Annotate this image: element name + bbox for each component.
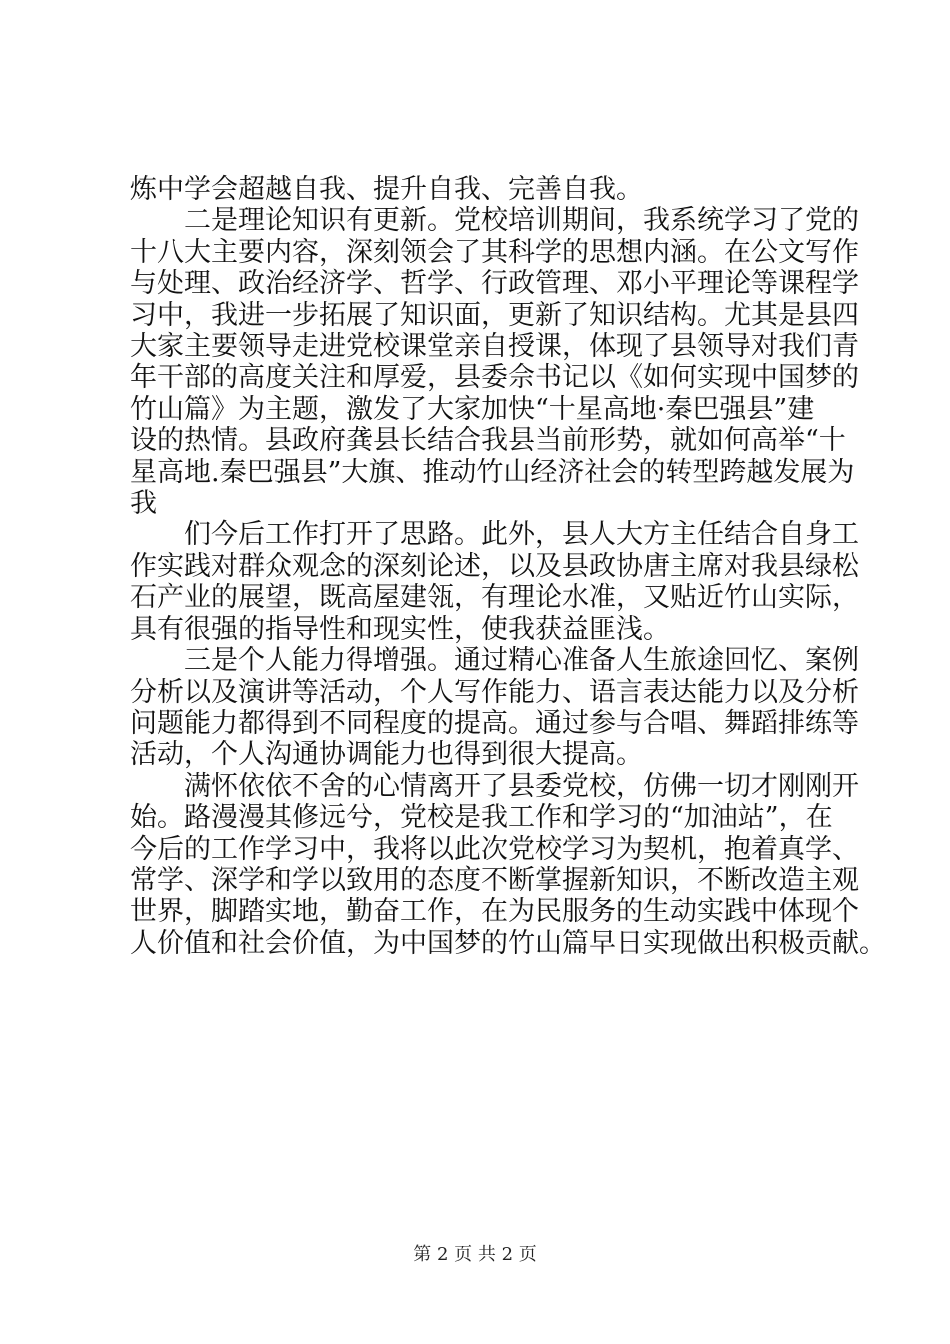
body-text: [130, 174, 886, 959]
text-line: 世界，脚踏实地，勤奋工作，在为民服务的生动实践中体现个: [130, 896, 859, 928]
text-line: 年干部的高度关注和厚爱，县委佘书记以《如何实现中国梦的: [130, 362, 859, 394]
text-line: 问题能力都得到不同程度的提高。通过参与合唱、舞蹈排练等: [130, 707, 859, 739]
text-line: 常学、深学和学以致用的态度不断掌握新知识，不断改造主观: [130, 864, 859, 896]
text-line: 石产业的展望，既高屋建瓴，有理论水准，又贴近竹山实际，: [130, 582, 859, 614]
text-line: 们今后工作打开了思路。此外，县人大方主任结合自身工: [130, 519, 859, 551]
text-line: 二是理论知识有更新。党校培训期间，我系统学习了党的: [130, 205, 859, 237]
text-line: 习中，我进一步拓展了知识面，更新了知识结构。尤其是县四: [130, 299, 859, 331]
text-line: 我: [130, 488, 157, 520]
text-line: 星高地.秦巴强县”大旗、推动竹山经济社会的转型跨越发展为: [130, 456, 855, 488]
text-line: 炼中学会超越自我、提升自我、完善自我。: [130, 174, 643, 205]
text-line: 人价值和社会价值，为中国梦的竹山篇早日实现做出积极贡献。: [130, 927, 886, 959]
text-line: 设的热情。县政府龚县长结合我县当前形势，就如何高举“十: [130, 425, 846, 457]
page-number-footer: 第 2 页 共 2 页: [413, 1244, 537, 1265]
text-line: 满怀依依不舍的心情离开了县委党校，仿佛一切才刚刚开: [130, 770, 859, 802]
text-line: 活动，个人沟通协调能力也得到很大提高。: [130, 739, 643, 771]
text-line: 十八大主要内容，深刻领会了其科学的思想内涵。在公文写作: [130, 236, 859, 268]
text-line: 作实践对群众观念的深刻论述，以及县政协唐主席对我县绿松: [130, 550, 859, 582]
text-line: 今后的工作学习中，我将以此次党校学习为契机，抱着真学、: [130, 833, 859, 865]
text-line: 三是个人能力得增强。通过精心准备人生旅途回忆、案例: [130, 645, 859, 677]
text-line: 具有很强的指导性和现实性，使我获益匪浅。: [130, 613, 670, 645]
text-line: 与处理、政治经济学、哲学、行政管理、邓小平理论等课程学: [130, 268, 859, 300]
text-line: 大家主要领导走进党校课堂亲自授课，体现了县领导对我们青: [130, 331, 859, 363]
text-line: 竹山篇》为主题，激发了大家加快“十星高地·秦巴强县”建: [130, 393, 815, 425]
text-line: 始。路漫漫其修远兮，党校是我工作和学习的“加油站”，在: [130, 802, 833, 834]
text-line: 分析以及演讲等活动，个人写作能力、语言表达能力以及分析: [130, 676, 859, 708]
